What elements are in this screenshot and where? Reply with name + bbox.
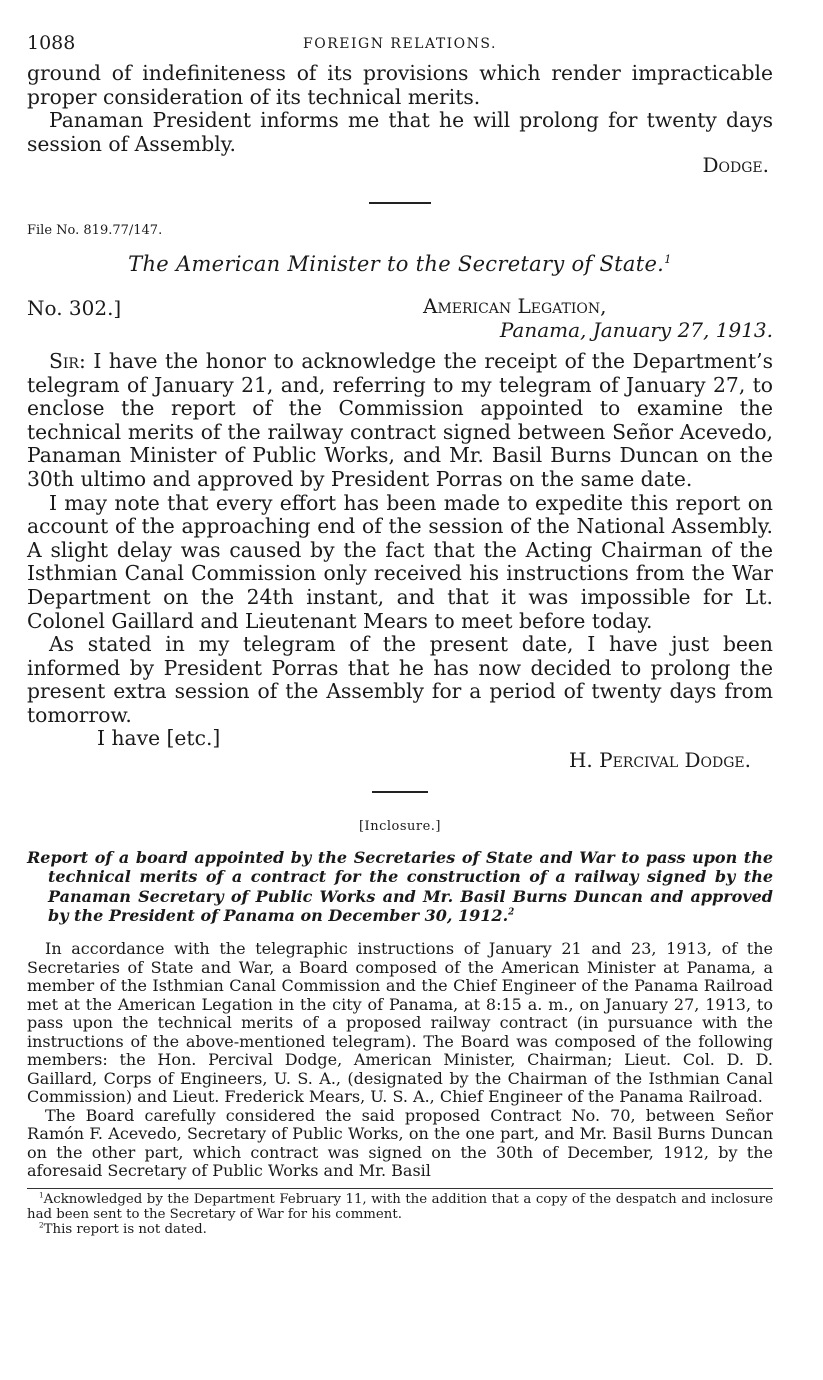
footnote-1 xyxy=(27,1192,773,1222)
footnote-ref-1: 1 xyxy=(664,251,672,266)
salutation: Sir: xyxy=(49,348,86,373)
running-title: FOREIGN RELATIONS. xyxy=(303,36,497,52)
footnote-2-mark: 2 xyxy=(39,1220,44,1230)
footnote-1-mark: 1 xyxy=(39,1190,44,1200)
page xyxy=(27,28,773,1237)
letter-paragraph-1 xyxy=(27,350,773,492)
prev-paragraph-2: Panaman President informs me that he will prolong for twenty days session of Assembly. xyxy=(27,108,773,156)
page-header xyxy=(27,28,773,62)
footnote-2-text: This report is not dated. xyxy=(43,1221,207,1237)
letter-paragraph-2: I may note that every effort has been made to expedite this report on account of the approaching end of the session of the National Assembly. A slight delay was caused by the fact that the Acting Chairman of the Isthmian Canal Commission only received his instructions from the War Department on the 24th instant, and that it was impossible for Lt. Colonel Gaillard and Lieutenant Mears to meet before today. xyxy=(27,490,773,633)
previous-document-tail xyxy=(27,62,773,178)
file-number: File No. 819.77/147. xyxy=(27,222,163,238)
report-title-text: Report of a board appointed by the Secretaries of State and War to pass upon the technical merits of a contract for the construction of a railway signed by the Panaman Secretary of Public Works and Mr. Basil Burns Duncan and approved by the President of Panama on December 30, 1912. xyxy=(27,847,773,926)
report-body xyxy=(27,940,773,1181)
place-and-date: Panama, January 27, 1913. xyxy=(499,317,773,342)
footnotes xyxy=(27,1192,773,1237)
dateline xyxy=(27,294,773,344)
report-title xyxy=(27,848,773,926)
letter-body xyxy=(27,350,773,773)
despatch-number: No. 302.] xyxy=(27,295,122,320)
prev-signature: Dodge. xyxy=(702,153,769,178)
report-paragraph-1: In accordance with the telegraphic instructions of January 21 and 23, 1913, of the Secretaries of State and War, a Board composed of the American Minister at Panama, a member of the Isthmian Canal Commission and the Chief Engineer of the Panama Railroad met at the American Legation in the city of Panama, at 8:15 a. m., on January 27, 1913, to pass upon the technical merits of a proposed railway contract (in pursuance with the instructions of the above-mentioned telegram). The Board was composed of the following members: the Hon. Percival Dodge, American Minister, Chairman; Lieut. Col. D. D. Gaillard, Corps of Engineers, U. S. A., (designated by the Chairman of the Isthmian Canal Commission) and Lieut. Frederick Mears, U. S. A., Chief Engineer of the Panama Railroad. xyxy=(27,939,773,1107)
footnote-1-text: Acknowledged by the Department February 11, with the addition that a copy of the despatch and inclosure had been sent to the Secretary of War for his comment. xyxy=(27,1191,773,1222)
letter-paragraph-1-text: I have the honor to acknowledge the receipt of the Department’s telegram of January 21, and, referring to my telegram of January 27, to enclose the report of the Commission appointed to examine the technical merits of the railway contract signed between Señor Acevedo, Panaman Minister of Public Works, and Mr. Basil Burns Duncan on the 30th ultimo and approved by President Porras on the same date. xyxy=(27,348,773,491)
letter-paragraph-3: As stated in my telegram of the present date, I have just been informed by President Porras that he has now decided to prolong the present extra session of the Assembly for a period of twenty days from tomorrow. xyxy=(27,632,773,727)
letter-signature: H. Percival Dodge. xyxy=(568,748,751,773)
prev-paragraph-1: ground of indefiniteness of its provisions which render impracticable proper consideration of its technical merits. xyxy=(27,61,773,109)
page-number: 1088 xyxy=(27,32,76,54)
document-title-text: The American Minister to the Secretary of State. xyxy=(128,251,665,276)
document-title xyxy=(27,252,773,276)
report-paragraph-2: The Board carefully considered the said proposed Contract No. 70, between Señor Ramón F. Acevedo, Secretary of Public Works, on the one part, and Mr. Basil Burns Duncan on the other part, which contract was signed on the 30th of December, 1912, by the aforesaid Secretary of Public Works and Mr. Basil xyxy=(27,1105,773,1181)
legation-name: American Legation, xyxy=(423,293,607,318)
letter-closing: I have [etc.] xyxy=(97,726,221,751)
footnote-ref-2: 2 xyxy=(508,908,515,919)
footnote-2 xyxy=(27,1222,773,1237)
inclosure-label: [Inclosure.] xyxy=(358,818,441,834)
